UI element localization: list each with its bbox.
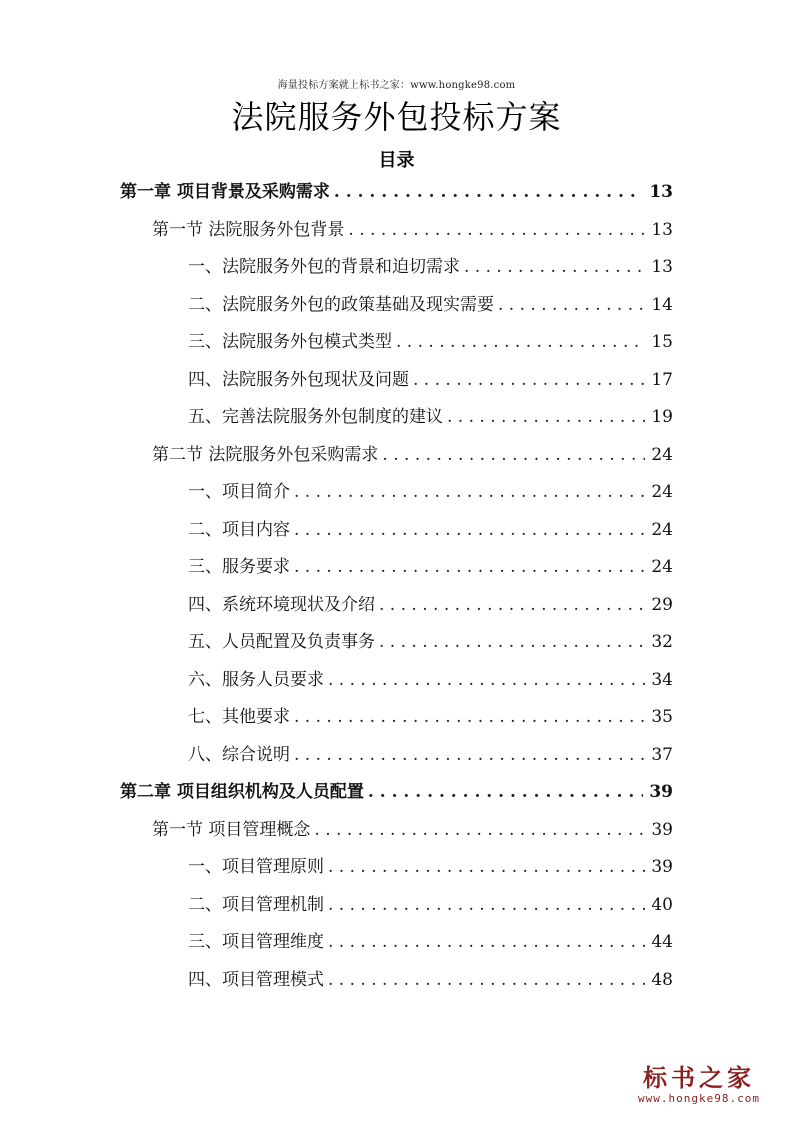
toc-entry-page: 19 xyxy=(651,407,673,427)
toc-dot-leader xyxy=(294,737,645,774)
brand-logo-site: www.hongke98.com xyxy=(638,1092,760,1105)
toc-entry[interactable] xyxy=(188,962,673,999)
toc-dot-leader xyxy=(368,774,643,811)
toc-dot-leader xyxy=(294,474,645,511)
toc-entry-label: 五、完善法院服务外包制度的建议 xyxy=(188,407,443,427)
toc-entry[interactable] xyxy=(152,812,673,849)
toc-entry[interactable] xyxy=(188,549,673,586)
toc-dot-leader xyxy=(294,549,645,586)
document-title: 法院服务外包投标方案 xyxy=(231,98,562,136)
toc-entry[interactable] xyxy=(188,474,673,511)
toc-entry-page: 32 xyxy=(651,632,673,652)
toc-entry[interactable] xyxy=(188,362,673,399)
toc-dot-leader xyxy=(314,812,645,849)
brand-logo-text: 标书之家 xyxy=(643,1064,755,1092)
toc-entry-label: 三、项目管理维度 xyxy=(188,932,324,952)
toc-entry-page: 48 xyxy=(651,970,673,990)
toc-dot-leader xyxy=(328,887,645,924)
toc-entry-page: 24 xyxy=(651,445,673,465)
toc-dot-leader xyxy=(334,174,643,211)
toc-entry[interactable] xyxy=(188,662,673,699)
toc-dot-leader xyxy=(379,587,645,624)
toc-entry-label: 二、法院服务外包的政策基础及现实需要 xyxy=(188,295,494,315)
toc-entry[interactable] xyxy=(120,174,673,211)
toc-dot-leader xyxy=(328,849,645,886)
toc-entry-label: 四、项目管理模式 xyxy=(188,970,324,990)
toc-entry[interactable] xyxy=(120,774,673,811)
header-note: 海量投标方案就上标书之家：www.hongke98.com xyxy=(277,80,516,91)
toc-dot-leader xyxy=(498,287,645,324)
toc-entry-page: 39 xyxy=(651,820,673,840)
toc-entry-label: 第一章 项目背景及采购需求 xyxy=(120,182,330,202)
toc-dot-leader xyxy=(348,212,645,249)
toc-entry-label: 六、服务人员要求 xyxy=(188,670,324,690)
toc-entry[interactable] xyxy=(188,399,673,436)
toc-entry-label: 第一节 法院服务外包背景 xyxy=(152,220,345,240)
toc-entry-page: 24 xyxy=(651,520,673,540)
toc-entry-page: 37 xyxy=(651,745,673,765)
toc-entry-label: 二、项目内容 xyxy=(188,520,290,540)
toc-entry-page: 39 xyxy=(649,782,673,802)
toc-entry-page: 14 xyxy=(651,295,673,315)
toc-entry-page: 15 xyxy=(651,332,673,352)
toc-dot-leader xyxy=(294,699,645,736)
toc-entry-label: 四、系统环境现状及介绍 xyxy=(188,595,375,615)
toc-entry[interactable] xyxy=(188,849,673,886)
toc-entry[interactable] xyxy=(188,699,673,736)
toc-dot-leader xyxy=(396,324,645,361)
toc-entry-label: 一、法院服务外包的背景和迫切需求 xyxy=(188,257,460,277)
toc-entry-page: 24 xyxy=(651,557,673,577)
toc-entry[interactable] xyxy=(188,924,673,961)
toc-entry[interactable] xyxy=(152,212,673,249)
toc-dot-leader xyxy=(379,624,645,661)
toc-entry-page: 13 xyxy=(651,220,673,240)
toc-heading: 目录 xyxy=(378,150,415,171)
toc-entry-label: 第一节 项目管理概念 xyxy=(152,820,311,840)
toc-dot-leader xyxy=(413,362,645,399)
toc-dot-leader xyxy=(328,662,645,699)
toc-entry-page: 39 xyxy=(651,857,673,877)
toc-entry-label: 五、人员配置及负责事务 xyxy=(188,632,375,652)
toc-entry-page: 44 xyxy=(651,932,673,952)
toc-entry[interactable] xyxy=(152,437,673,474)
brand-logo xyxy=(619,1064,779,1116)
toc-dot-leader xyxy=(328,924,645,961)
toc-dot-leader xyxy=(464,249,645,286)
toc-entry[interactable] xyxy=(188,737,673,774)
toc-entry[interactable] xyxy=(188,287,673,324)
toc-entry[interactable] xyxy=(188,249,673,286)
toc-entry-label: 第二章 项目组织机构及人员配置 xyxy=(120,782,364,802)
toc-dot-leader xyxy=(294,512,645,549)
toc-dot-leader xyxy=(382,437,645,474)
toc-entry[interactable] xyxy=(188,324,673,361)
toc-entry-label: 三、法院服务外包模式类型 xyxy=(188,332,392,352)
toc-entry-page: 29 xyxy=(651,595,673,615)
toc-entry[interactable] xyxy=(188,512,673,549)
toc-entry[interactable] xyxy=(188,624,673,661)
toc-dot-leader xyxy=(328,962,645,999)
toc-entry-page: 35 xyxy=(651,707,673,727)
toc-entry-label: 四、法院服务外包现状及问题 xyxy=(188,370,409,390)
toc-entry-page: 13 xyxy=(649,182,673,202)
toc-entry-page: 40 xyxy=(651,895,673,915)
toc-entry[interactable] xyxy=(188,887,673,924)
toc-entry-page: 24 xyxy=(651,482,673,502)
toc-entry-label: 八、综合说明 xyxy=(188,745,290,765)
toc-entry-page: 34 xyxy=(651,670,673,690)
toc-entry-label: 一、项目管理原则 xyxy=(188,857,324,877)
toc-dot-leader xyxy=(447,399,645,436)
toc-entry-label: 七、其他要求 xyxy=(188,707,290,727)
toc-entry-label: 二、项目管理机制 xyxy=(188,895,324,915)
toc-entry-page: 17 xyxy=(651,370,673,390)
toc-entry-label: 第二节 法院服务外包采购需求 xyxy=(152,445,379,465)
toc-entry-page: 13 xyxy=(651,257,673,277)
toc-entry-label: 三、服务要求 xyxy=(188,557,290,577)
toc-entry-label: 一、项目简介 xyxy=(188,482,290,502)
toc-entry[interactable] xyxy=(188,587,673,624)
